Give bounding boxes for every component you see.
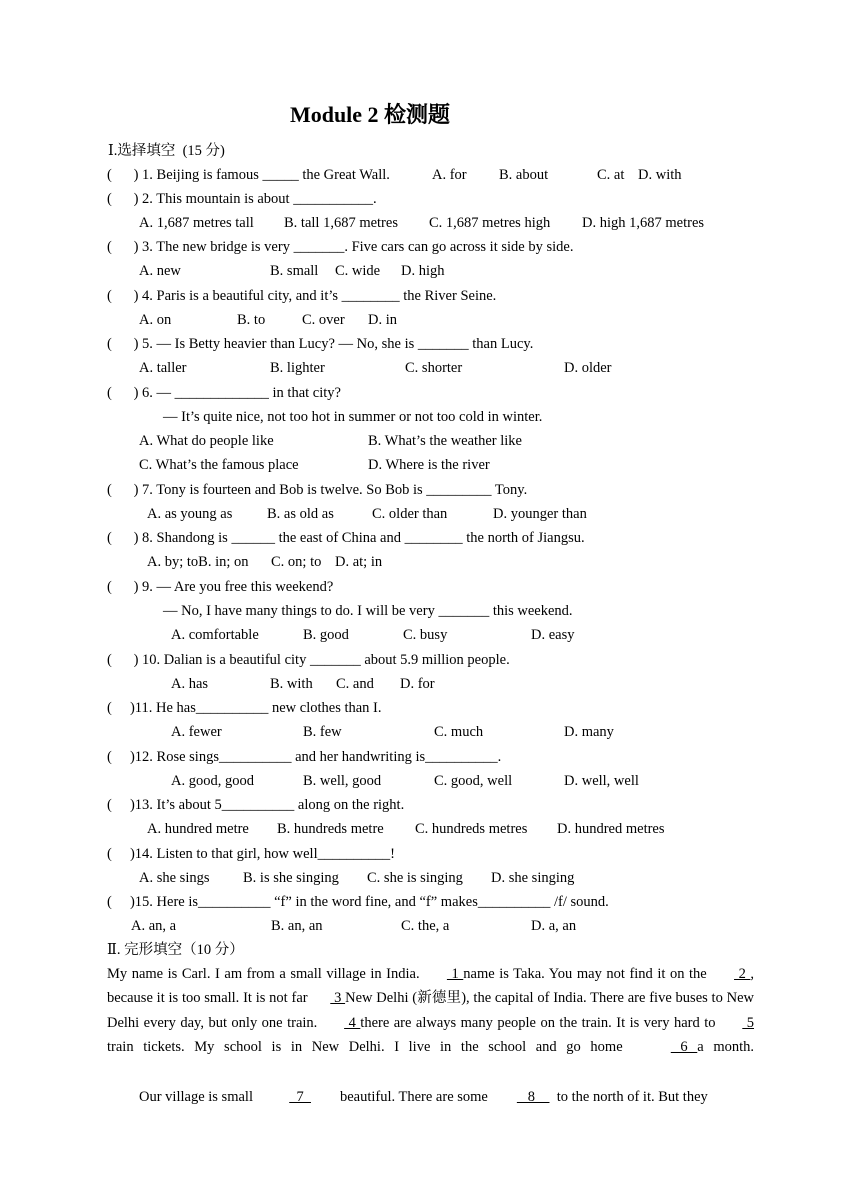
q10-option-a: A. has [171, 676, 209, 692]
cloze-text: train tickets. My school is in New Delhi. I live in the school and go home [107, 1038, 623, 1055]
q7-option-a: A. as young as [147, 506, 233, 522]
q7-stem: ( ) 7. Tony is fourteen and Bob is twelve. So Bob is _________ Tony. [107, 482, 528, 498]
q3-option-b: B. small [270, 263, 319, 279]
q11-option-c: C. much [434, 724, 484, 740]
cloze-text: beautiful. There are some [339, 1089, 488, 1105]
q6-stem-reply: — It’s quite nice, not too hot in summer or not too cold in winter. [163, 409, 543, 425]
q12-stem: ( )12. Rose sings__________ and her handwriting is__________. [107, 749, 502, 765]
q3-option-a: A. new [139, 263, 181, 279]
cloze-text: Our village is small [139, 1089, 253, 1105]
q12-option-b: B. well, good [303, 773, 382, 789]
q6-option-c: C. What’s the famous place [139, 457, 299, 473]
q9-option-d: D. easy [531, 627, 575, 643]
q8-option-ab: A. by; toB. in; on [147, 554, 249, 570]
q6-stem: ( ) 6. — _____________ in that city? [107, 385, 341, 401]
q14-option-c: C. she is singing [367, 870, 463, 886]
cloze-paragraph-1 [107, 962, 754, 1059]
q8-option-d: D. at; in [335, 554, 383, 570]
q3-option-d: D. high [401, 263, 445, 279]
q6-option-a: A. What do people like [139, 433, 274, 449]
q3-option-c: C. wide [335, 263, 381, 279]
q4-option-c: C. over [302, 312, 345, 328]
q9-option-a: A. comfortable [171, 627, 259, 643]
q14-option-a: A. she sings [139, 870, 210, 886]
q11-stem: ( )11. He has__________ new clothes than I. [107, 700, 382, 716]
q12-option-d: D. well, well [564, 773, 639, 789]
q11-option-d: D. many [564, 724, 614, 740]
cloze-blank-4: 4 [344, 1014, 361, 1031]
cloze-text: , because it is too small. It is not far [107, 966, 755, 1007]
cloze-text: there are always many people on the train. It is very hard to [360, 1014, 716, 1031]
q14-stem: ( )14. Listen to that girl, how well__________! [107, 846, 395, 862]
q9-stem: ( ) 9. — Are you free this weekend? [107, 579, 334, 595]
cloze-blank-5: 5 [742, 1014, 755, 1031]
q4-option-d: D. in [368, 312, 397, 328]
q15-option-d: D. a, an [531, 918, 577, 934]
cloze-blank-6: 6 [670, 1038, 698, 1055]
q5-option-c: C. shorter [405, 360, 463, 376]
q4-option-b: B. to [237, 312, 266, 328]
q15-option-c: C. the, a [401, 918, 450, 934]
q9-option-c: C. busy [403, 627, 448, 643]
page-title: Module 2 检测题 [289, 102, 451, 127]
cloze-paragraph-2 [139, 1088, 708, 1106]
cloze-text: a month. [697, 1038, 755, 1055]
q11-option-b: B. few [303, 724, 342, 740]
q15-option-b: B. an, an [271, 918, 323, 934]
q13-stem: ( )13. It’s about 5__________ along on the right. [107, 797, 405, 813]
q10-option-d: D. for [400, 676, 435, 692]
q13-option-d: D. hundred metres [557, 821, 665, 837]
cloze-text: My name is Carl. I am from a small village in India. [107, 966, 420, 982]
q3-stem: ( ) 3. The new bridge is very _______. Five cars can go across it side by side. [107, 239, 574, 255]
q1-stem: ( ) 1. Beijing is famous _____ the Great Wall. [107, 167, 390, 183]
q11-option-a: A. fewer [171, 724, 222, 740]
q6-option-d: D. Where is the river [368, 457, 490, 473]
q12-option-a: A. good, good [171, 773, 254, 789]
q2-option-d: D. high 1,687 metres [582, 215, 705, 231]
q2-option-a: A. 1,687 metres tall [139, 215, 254, 231]
cloze-blank-8: 8 [516, 1089, 550, 1105]
cloze-text: name is Taka. You may not find it on the [463, 966, 707, 982]
q10-option-c: C. and [336, 676, 374, 692]
q2-option-c: C. 1,687 metres high [429, 215, 551, 231]
q7-option-d: D. younger than [493, 506, 587, 522]
q7-option-c: C. older than [372, 506, 448, 522]
cloze-blank-1: 1 [446, 966, 464, 982]
cloze-blank-2: 2 [734, 966, 751, 982]
q4-option-a: A. on [139, 312, 172, 328]
q5-option-a: A. taller [139, 360, 187, 376]
q10-stem: ( ) 10. Dalian is a beautiful city _______ about 5.9 million people. [107, 652, 510, 668]
q12-option-c: C. good, well [434, 773, 513, 789]
q9-option-b: B. good [303, 627, 349, 643]
q2-stem: ( ) 2. This mountain is about ___________. [107, 191, 377, 207]
cloze-text: to the north of it. But they [556, 1089, 708, 1105]
q5-option-d: D. older [564, 360, 612, 376]
section2-heading: Ⅱ. 完形填空（10 分） [107, 942, 244, 958]
q13-option-c: C. hundreds metres [415, 821, 528, 837]
q10-option-b: B. with [270, 676, 313, 692]
q6-option-b: B. What’s the weather like [368, 433, 522, 449]
q13-option-a: A. hundred metre [147, 821, 249, 837]
q5-stem: ( ) 5. — Is Betty heavier than Lucy? — No, she is _______ than Lucy. [107, 336, 534, 352]
q13-option-b: B. hundreds metre [277, 821, 384, 837]
cloze-text: New Delhi (新德里), the capital of India. There are five buses to New Delhi every day, but only one train. [107, 990, 754, 1031]
q1-option-b: B. about [499, 167, 549, 183]
q15-option-a: A. an, a [131, 918, 177, 934]
cloze-blank-7: 7 [289, 1089, 311, 1105]
section1-heading: Ⅰ.选择填空 (15 分) [108, 143, 225, 159]
q9-stem-reply: — No, I have many things to do. I will be very _______ this weekend. [163, 603, 573, 619]
q7-option-b: B. as old as [267, 506, 334, 522]
q4-stem: ( ) 4. Paris is a beautiful city, and it’s ________ the River Seine. [107, 288, 497, 304]
cloze-blank-3: 3 [330, 990, 346, 1007]
q14-option-d: D. she singing [491, 870, 575, 886]
q1-option-a: A. for [432, 167, 467, 183]
q15-stem: ( )15. Here is__________ “f” in the word fine, and “f” makes__________ /f/ sound. [107, 894, 609, 910]
q8-option-c: C. on; to [271, 554, 322, 570]
q1-option-c: C. at [597, 167, 625, 183]
q1-option-d: D. with [638, 167, 682, 183]
q5-option-b: B. lighter [270, 360, 325, 376]
q8-stem: ( ) 8. Shandong is ______ the east of China and ________ the north of Jiangsu. [107, 530, 585, 546]
q14-option-b: B. is she singing [243, 870, 339, 886]
q2-option-b: B. tall 1,687 metres [284, 215, 398, 231]
